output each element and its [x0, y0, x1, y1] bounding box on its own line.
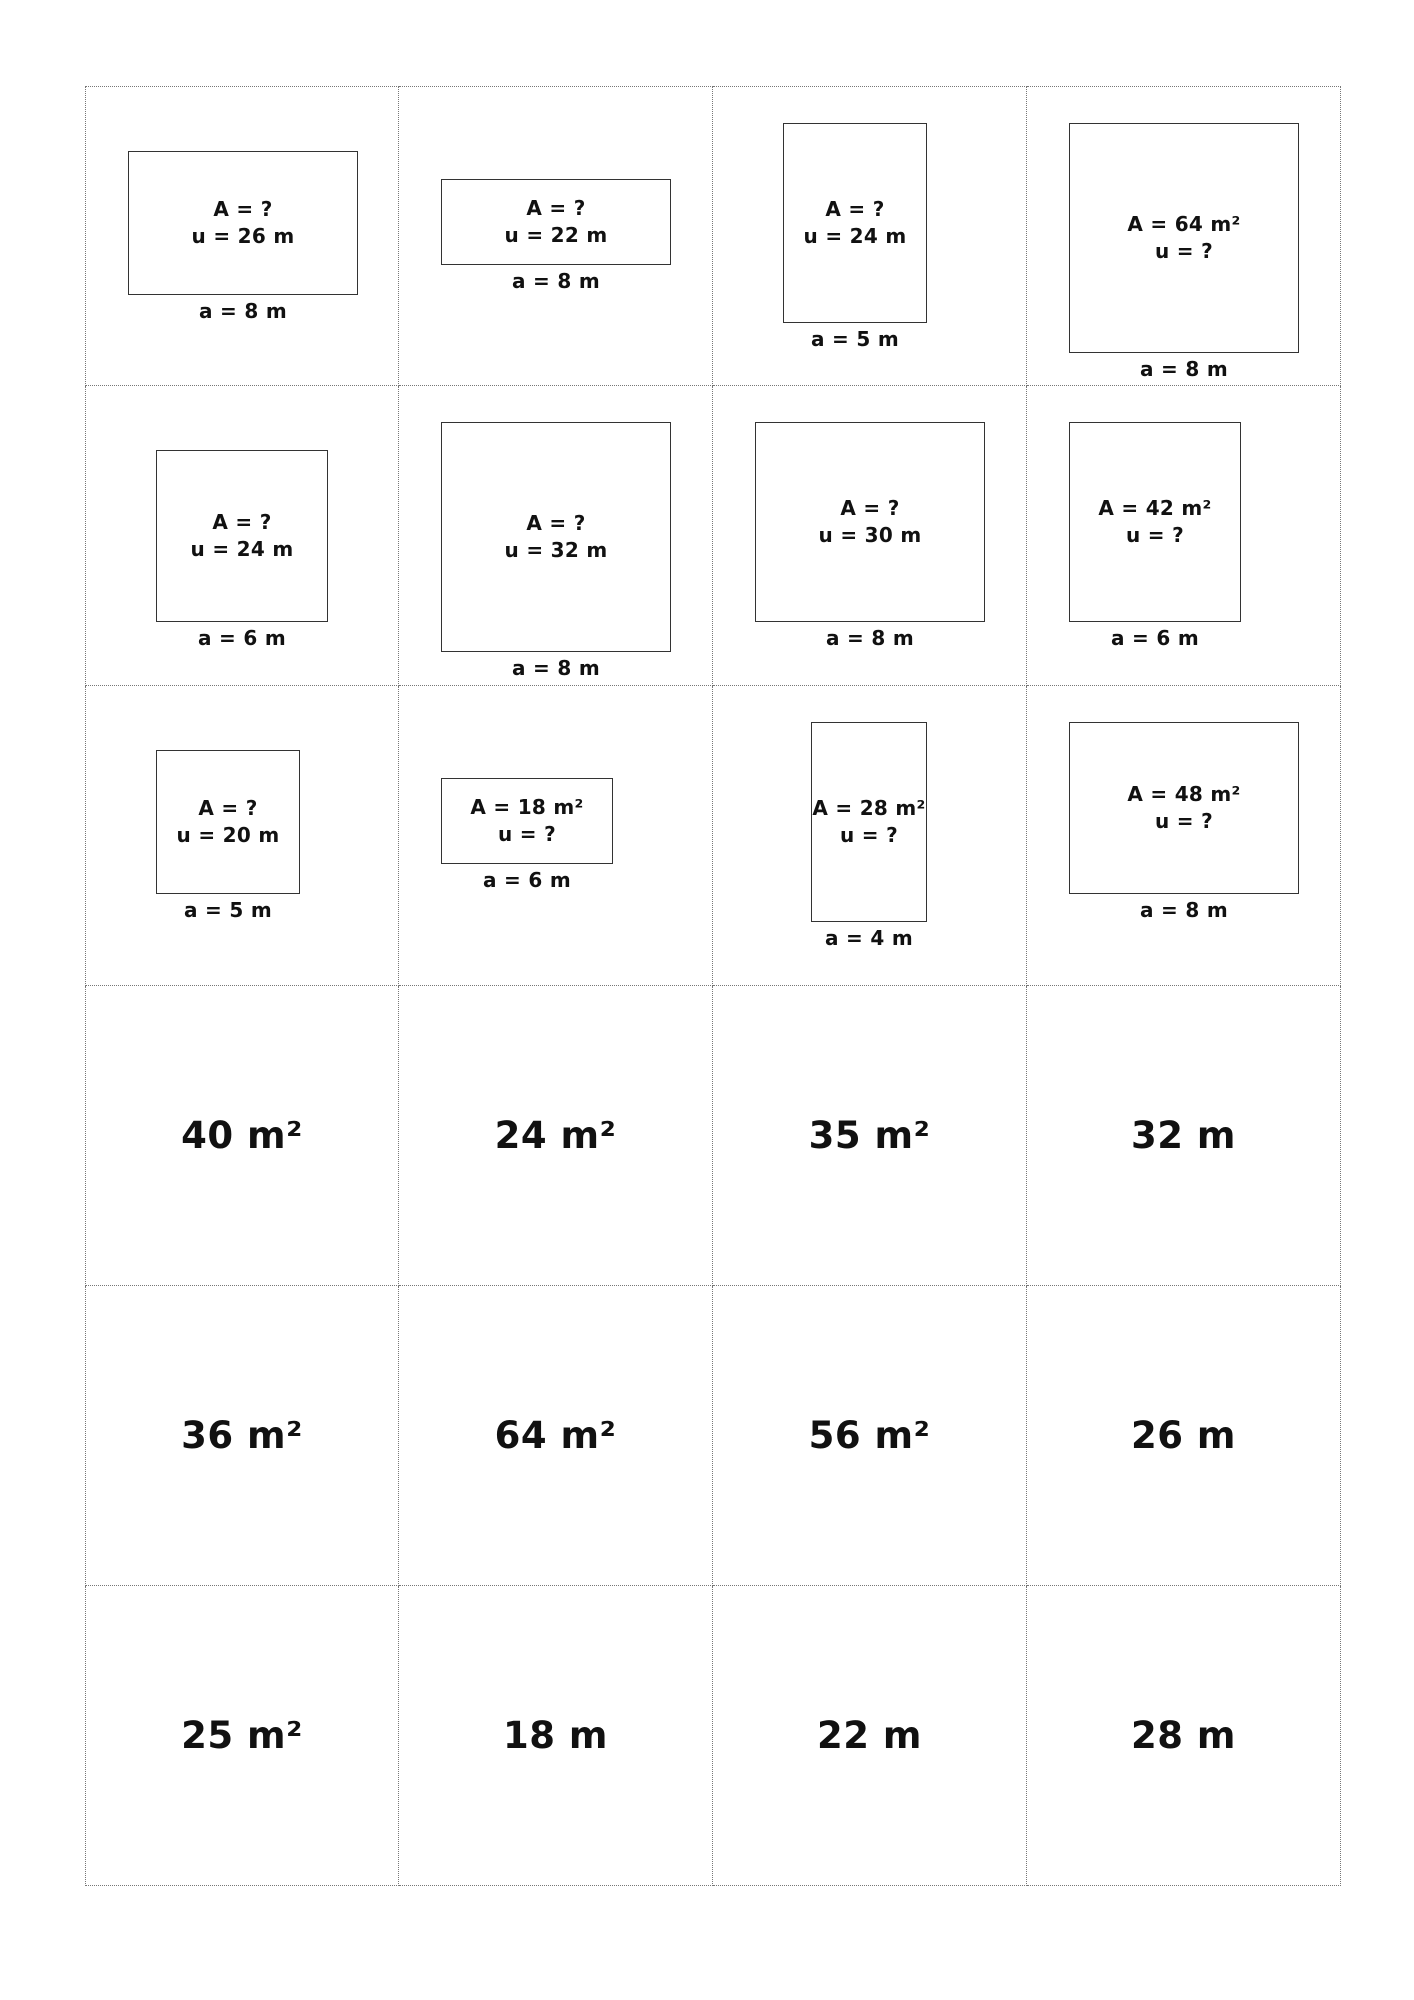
answer-card [399, 986, 713, 1286]
area-label: A = ? [825, 197, 885, 221]
task-card [713, 386, 1027, 686]
perimeter-label: u = 30 m [818, 523, 922, 547]
area-label: A = 28 m² [812, 796, 926, 820]
answer-value: 64 m² [494, 1414, 617, 1457]
side-length-label: a = 8 m [512, 269, 600, 293]
area-label: A = 48 m² [1127, 782, 1241, 806]
side-length-label: a = 5 m [184, 898, 272, 922]
answer-card [713, 986, 1027, 1286]
area-label: A = ? [526, 511, 586, 535]
rectangle-figure [441, 778, 613, 864]
square-figure [156, 450, 328, 622]
area-label: A = ? [840, 496, 900, 520]
side-length-label: a = 6 m [483, 868, 571, 892]
answer-value: 56 m² [808, 1414, 931, 1457]
perimeter-label: u = 20 m [176, 823, 280, 847]
answer-card [85, 1586, 399, 1886]
answer-card [1027, 986, 1341, 1286]
task-card [399, 686, 713, 986]
rectangle-figure [755, 422, 985, 622]
answer-value: 36 m² [181, 1414, 303, 1457]
answer-value: 24 m² [494, 1114, 617, 1157]
rectangle-figure [811, 722, 927, 922]
side-length-label: a = 8 m [199, 299, 287, 323]
answer-card [85, 986, 399, 1286]
answer-card [399, 1286, 713, 1586]
answer-value: 22 m [817, 1714, 922, 1757]
perimeter-label: u = ? [1154, 239, 1214, 263]
answer-card [85, 1286, 399, 1586]
answer-value: 28 m [1131, 1714, 1236, 1757]
perimeter-label: u = 24 m [190, 537, 294, 561]
answer-card [399, 1586, 713, 1886]
task-card [85, 86, 399, 386]
task-card [1027, 686, 1341, 986]
rectangle-figure [128, 151, 358, 295]
task-card [1027, 386, 1341, 686]
perimeter-label: u = ? [839, 823, 899, 847]
side-length-label: a = 6 m [198, 626, 286, 650]
answer-value: 40 m² [181, 1114, 303, 1157]
area-label: A = 42 m² [1098, 496, 1212, 520]
area-label: A = 64 m² [1127, 212, 1241, 236]
answer-card [1027, 1586, 1341, 1886]
task-card [85, 686, 399, 986]
side-length-label: a = 8 m [1140, 898, 1228, 922]
answer-value: 32 m [1131, 1114, 1236, 1157]
side-length-label: a = 8 m [512, 656, 600, 680]
answer-card [713, 1286, 1027, 1586]
task-card [1027, 86, 1341, 386]
perimeter-label: u = 32 m [504, 538, 608, 562]
perimeter-label: u = ? [497, 822, 557, 846]
task-card [713, 686, 1027, 986]
area-label: A = ? [212, 510, 272, 534]
side-length-label: a = 5 m [811, 327, 899, 351]
rectangle-figure [1069, 722, 1299, 894]
card-sheet [85, 86, 1341, 1890]
answer-value: 25 m² [181, 1714, 303, 1757]
square-figure [441, 422, 671, 652]
rectangle-figure [441, 179, 671, 265]
square-figure [1069, 123, 1299, 353]
perimeter-label: u = 26 m [191, 224, 295, 248]
task-card [713, 86, 1027, 386]
perimeter-label: u = ? [1125, 523, 1185, 547]
task-card [399, 386, 713, 686]
rectangle-figure [1069, 422, 1241, 622]
side-length-label: a = 8 m [1140, 357, 1228, 381]
answer-card [1027, 1286, 1341, 1586]
area-label: A = 18 m² [470, 795, 584, 819]
perimeter-label: u = ? [1154, 809, 1214, 833]
answer-value: 35 m² [808, 1114, 931, 1157]
answer-value: 18 m [503, 1714, 608, 1757]
area-label: A = ? [213, 197, 273, 221]
side-length-label: a = 8 m [826, 626, 914, 650]
answer-card [713, 1586, 1027, 1886]
task-card [85, 386, 399, 686]
area-label: A = ? [526, 196, 586, 220]
area-label: A = ? [198, 796, 258, 820]
perimeter-label: u = 24 m [803, 224, 907, 248]
side-length-label: a = 4 m [825, 926, 913, 950]
perimeter-label: u = 22 m [504, 223, 608, 247]
rectangle-figure [783, 123, 927, 323]
answer-value: 26 m [1131, 1414, 1236, 1457]
side-length-label: a = 6 m [1111, 626, 1199, 650]
task-card [399, 86, 713, 386]
rectangle-figure [156, 750, 300, 894]
